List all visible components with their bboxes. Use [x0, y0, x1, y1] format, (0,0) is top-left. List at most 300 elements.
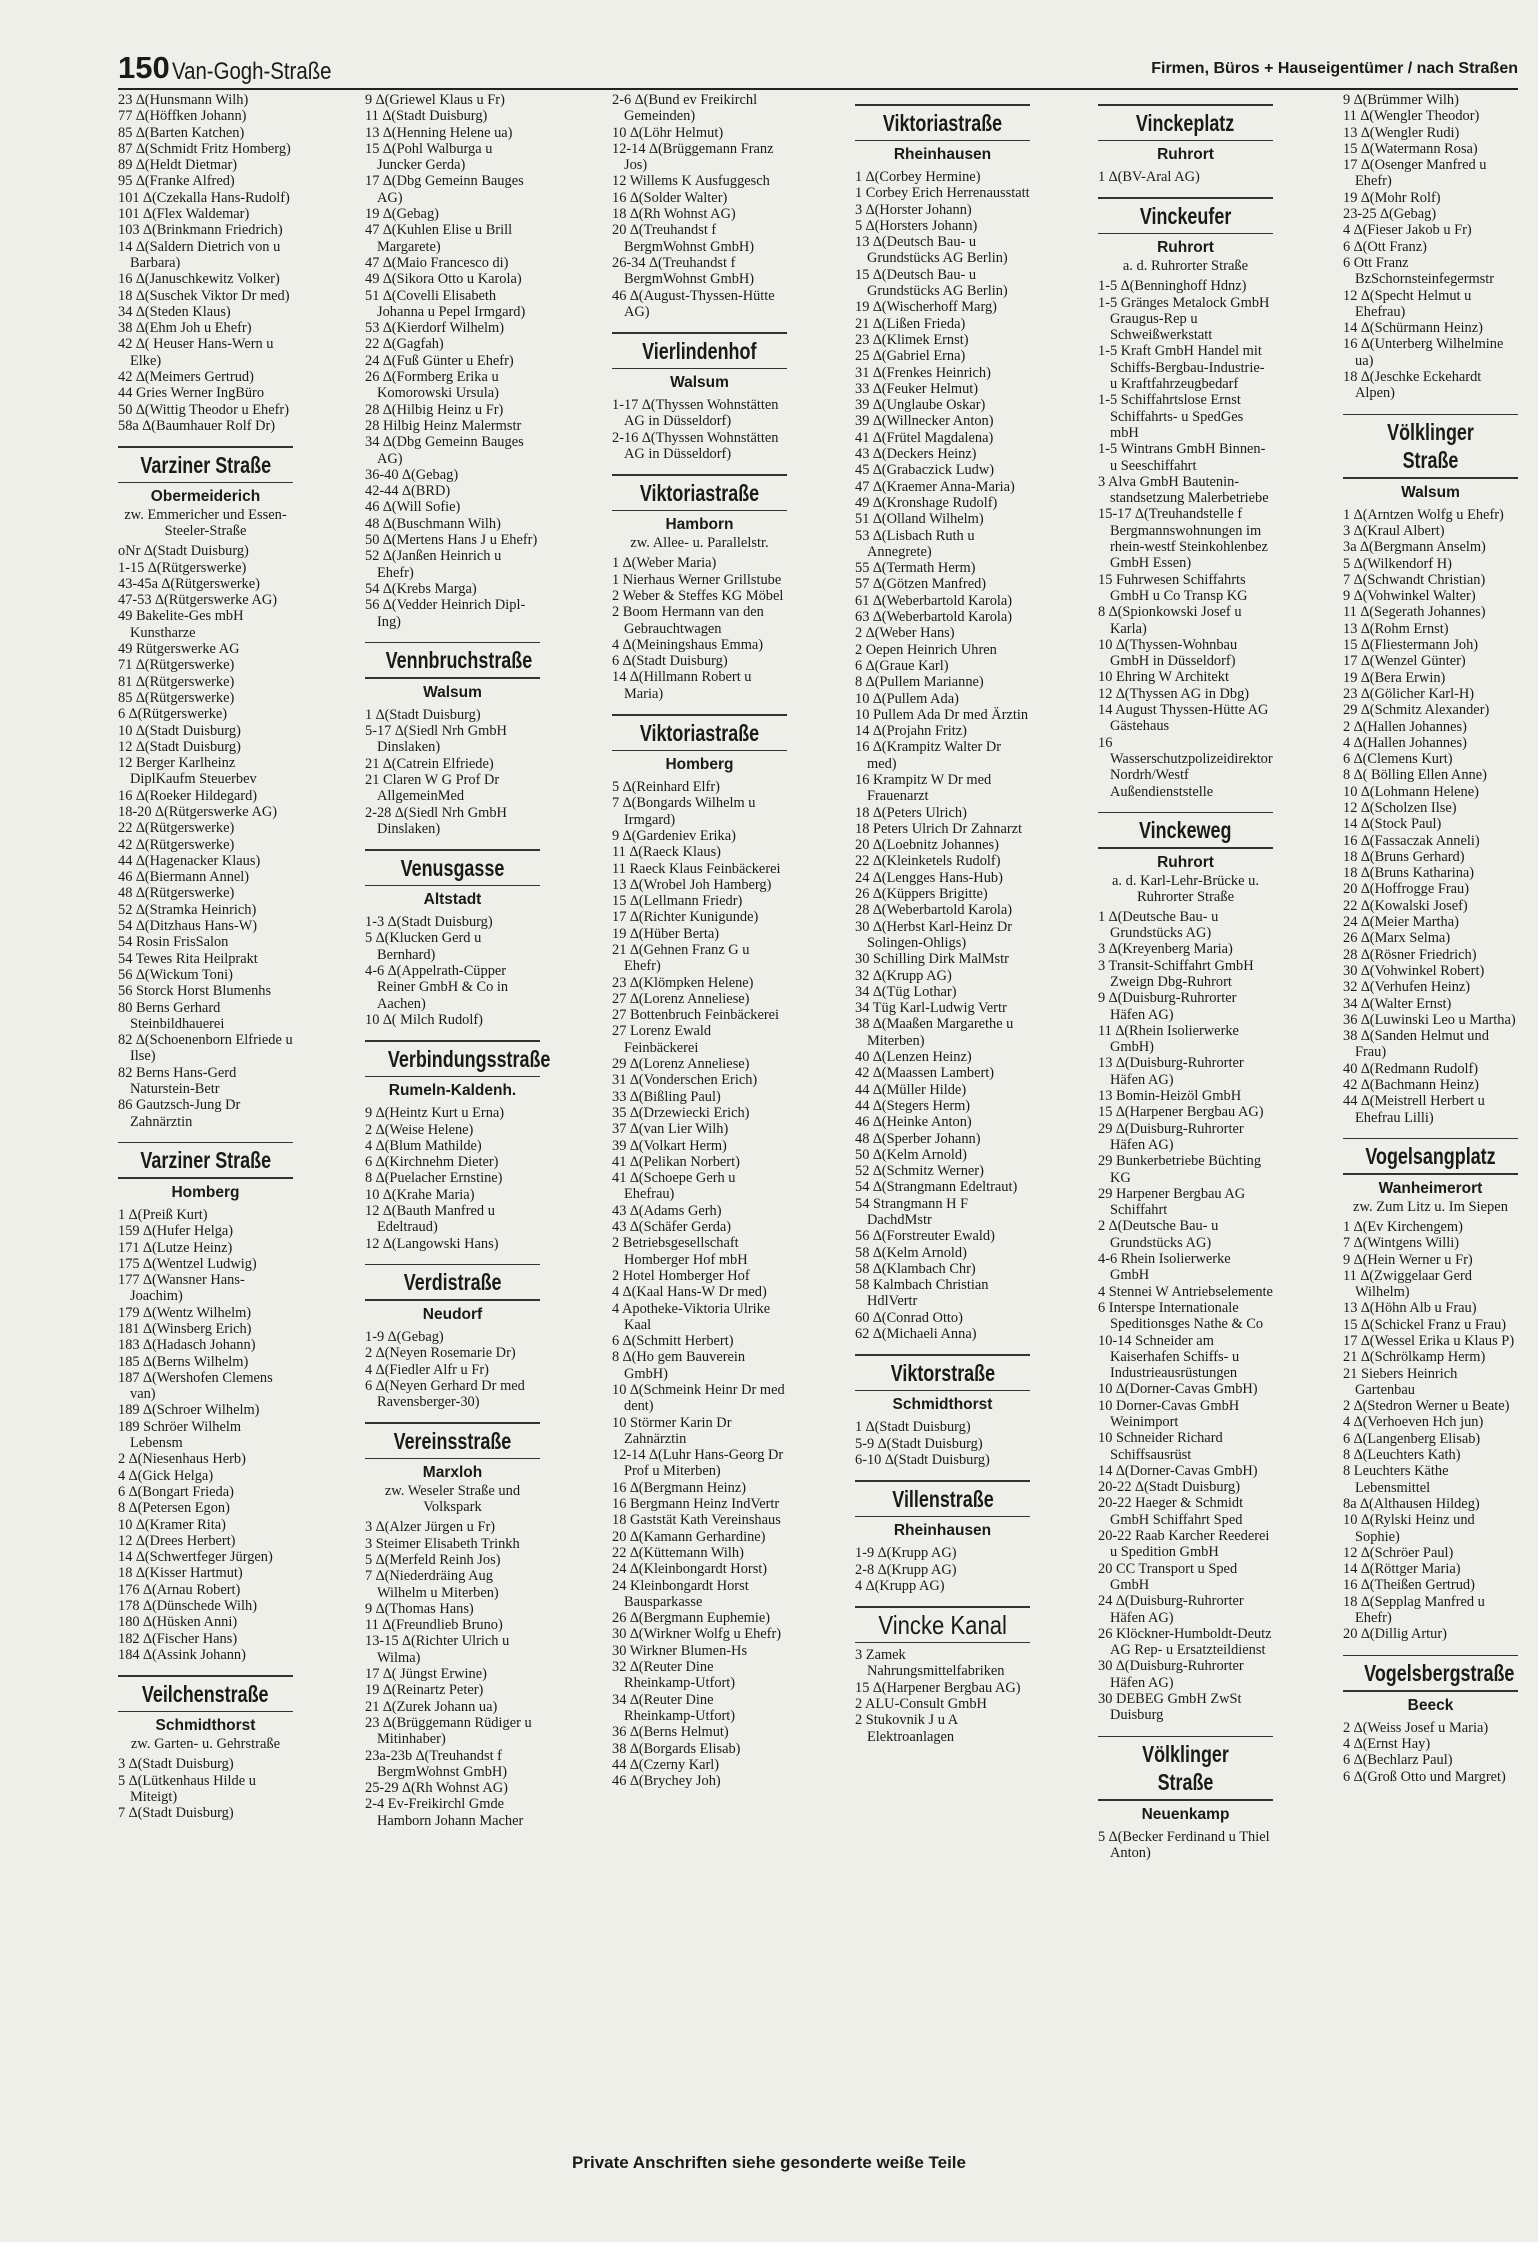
directory-entry: 60 ∆(Conrad Otto) [855, 1309, 963, 1326]
directory-entry: 18 ∆(Peters Ulrich) [855, 804, 967, 821]
directory-entry: 10 ∆(Lohmann Helene) [1343, 783, 1479, 800]
directory-entry: 26-34 ∆(Treuhandst f BergmWohnst GmbH) [612, 254, 755, 288]
directory-entry: 1-3 ∆(Stadt Duisburg) [365, 914, 493, 931]
directory-entry: 28 ∆(Rösner Friedrich) [1343, 946, 1477, 963]
directory-entry: 4 ∆(Krupp AG) [855, 1577, 945, 1594]
directory-entry: 23a-23b ∆(Treuhandst f BergmWohnst GmbH) [365, 1747, 508, 1780]
directory-entry: 1 ∆(Stadt Duisburg) [855, 1419, 971, 1436]
directory-entry: 42 ∆( Heuser Hans-Wern u Elke) [118, 336, 274, 369]
heading-rule-bottom [365, 1458, 540, 1460]
directory-entry: 46 ∆(Will Sofie) [365, 499, 461, 516]
heading-rule-bottom [855, 1516, 1030, 1518]
directory-entry: 39 ∆(Volkart Herm) [612, 1137, 727, 1154]
directory-entry: 30 ∆(Wirkner Wolfg u Ehefr) [612, 1626, 782, 1643]
directory-entry: 57 ∆(Götzen Manfred) [855, 576, 987, 593]
directory-entry: 11 ∆(Raeck Klaus) [612, 844, 721, 861]
district-name: Hamborn [665, 516, 734, 534]
directory-entry: 21 ∆(Lißen Frieda) [855, 315, 966, 332]
directory-entry: 18 ∆(Bruns Gerhard) [1343, 848, 1465, 865]
directory-entry: 54 Tewes Rita Heilprakt [118, 950, 258, 967]
directory-entry: 38 ∆(Borgards Elisab) [612, 1740, 741, 1757]
directory-entry: 43-45a ∆(Rütgerswerke) [118, 575, 260, 592]
street-name: Verbindungsstraße [387, 1045, 551, 1072]
street-heading [365, 1422, 540, 1515]
directory-entry: 2 Hotel Homberger Hof [612, 1267, 750, 1284]
directory-entry: 13 ∆(Duisburg-Ruhrorter Häfen AG) [1098, 1055, 1244, 1088]
heading-rule-top [1098, 104, 1273, 106]
directory-entry: 50 ∆(Kelm Arnold) [855, 1146, 967, 1163]
heading-rule-top [365, 642, 540, 644]
directory-entry: 29 ∆(Schmitz Alexander) [1343, 702, 1490, 719]
street-section-note: zw. Weseler Straße und Volkspark [384, 1483, 521, 1516]
directory-entry: 22 ∆(Kleinketels Rudolf) [855, 853, 1001, 870]
directory-entry: 12 ∆(Stadt Duisburg) [118, 738, 241, 755]
page-header [118, 50, 1518, 90]
directory-entry: 4 Apotheke-Viktoria Ulrike Kaal [612, 1300, 771, 1333]
directory-entry: 1 Nierhaus Werner Grillstube [612, 571, 782, 588]
directory-entry: 61 ∆(Weberbartold Karola) [855, 592, 1013, 609]
directory-entry: 18 Gaststät Kath Vereinshaus [612, 1512, 781, 1529]
directory-entry: 4 ∆(Gick Helga) [118, 1467, 214, 1484]
directory-entry: 15-17 ∆(Treuhandstelle f Bergmannswohnungen im rhein-westf Steinkohlenbez GmbH Essen) [1098, 506, 1268, 572]
directory-entry: 40 ∆(Lenzen Heinz) [855, 1049, 972, 1066]
heading-rule-bottom [118, 1177, 293, 1179]
directory-entry: 4 ∆(Kaal Hans-W Dr med) [612, 1284, 767, 1301]
directory-entry: 9 ∆(Heintz Kurt u Erna) [365, 1105, 505, 1122]
directory-entry: 10 Störmer Karin Dr Zahnärztin [612, 1414, 732, 1447]
heading-rule-bottom [365, 1076, 540, 1078]
district-name: Ruhrort [1157, 853, 1214, 871]
directory-entry: 24 ∆(Fuß Günter u Ehefr) [365, 352, 514, 369]
directory-entry: 47 ∆(Kraemer Anna-Maria) [855, 478, 1015, 495]
directory-entry: 20 ∆(Dillig Artur) [1343, 1626, 1447, 1643]
directory-entry: 10 Ehring W Architekt [1098, 669, 1229, 686]
directory-entry: 4 ∆(Hallen Johannes) [1343, 734, 1467, 751]
directory-entry: 6 ∆(Schmitt Herbert) [612, 1333, 734, 1350]
directory-entry: 31 ∆(Frenkes Heinrich) [855, 364, 991, 381]
heading-rule-bottom [855, 140, 1030, 142]
directory-entry: 15 ∆(Harpener Bergbau AG) [1098, 1104, 1264, 1121]
directory-entry: 20-22 ∆(Stadt Duisburg) [1098, 1479, 1241, 1496]
district-name: Wanheimerort [1378, 1179, 1483, 1197]
street-name: Vogelsbergstraße [1364, 1660, 1515, 1687]
directory-entry: 7 ∆(Stadt Duisburg) [118, 1805, 234, 1822]
directory-entry: 21 ∆(Catrein Elfriede) [365, 755, 494, 772]
directory-entry: 24 ∆(Meier Martha) [1343, 914, 1459, 931]
district-name: Beeck [1407, 1696, 1454, 1714]
directory-entry: 4 ∆(Fieser Jakob u Fr) [1343, 222, 1472, 239]
directory-entry: 6 ∆(Stadt Duisburg) [612, 653, 728, 670]
directory-entry: 43 ∆(Schäfer Gerda) [612, 1219, 732, 1236]
directory-entry: 8 ∆(Puelacher Ernstine) [365, 1170, 503, 1187]
directory-entry: 4 ∆(Ernst Hay) [1343, 1735, 1431, 1752]
directory-entry: 89 ∆(Heldt Dietmar) [118, 157, 238, 174]
directory-entry: 36 ∆(Berns Helmut) [612, 1724, 729, 1741]
directory-entry: 6 ∆(Bechlarz Paul) [1343, 1752, 1453, 1769]
directory-entry: 52 ∆(Janßen Heinrich u Ehefr) [365, 548, 502, 581]
directory-entry: 50 ∆(Wittig Theodor u Ehefr) [118, 401, 290, 418]
directory-entry: 7 ∆(Schwandt Christian) [1343, 571, 1486, 588]
directory-entry: 8 ∆(Leuchters Kath) [1343, 1447, 1461, 1464]
directory-entry: 9 ∆(Duisburg-Ruhrorter Häfen AG) [1098, 990, 1237, 1023]
directory-entry: 48 ∆(Rütgerswerke) [118, 885, 235, 902]
footer-note: Private Anschriften siehe gesonderte weiße Teile [572, 2153, 966, 2172]
directory-entry: 50 ∆(Mertens Hans J u Ehefr) [365, 532, 538, 549]
heading-rule-bottom [118, 482, 293, 484]
street-section-note: a. d. Ruhrorter Straße [1122, 258, 1249, 275]
directory-entry: 38 ∆(Sanden Helmut und Frau) [1343, 1028, 1489, 1061]
directory-entry: 5-17 ∆(Siedl Nrh GmbH Dinslaken) [365, 723, 507, 756]
directory-entry: 38 ∆(Ehm Joh u Ehefr) [118, 320, 252, 337]
street-heading [1343, 1138, 1518, 1215]
heading-rule-bottom [365, 1299, 540, 1301]
district-name: Schmidthorst [155, 1717, 256, 1735]
directory-entry: 42 ∆(Maassen Lambert) [855, 1065, 995, 1082]
directory-entry: 1 ∆(BV-Aral AG) [1098, 169, 1200, 185]
street-heading [855, 104, 1030, 165]
directory-entry: 2 ∆(Deutsche Bau- u Grundstücks AG) [1098, 1218, 1219, 1251]
directory-entry: 14 ∆(Projahn Fritz) [855, 723, 967, 740]
street-heading [118, 1675, 293, 1752]
directory-entry: 12-14 ∆(Luhr Hans-Georg Dr Prof u Miterben) [612, 1447, 784, 1480]
directory-entry: 5 ∆(Merfeld Reinh Jos) [365, 1552, 501, 1568]
heading-rule-bottom [1098, 233, 1273, 235]
directory-entry: 41 ∆(Frütel Magdalena) [855, 429, 994, 446]
directory-entry: 14 ∆(Röttger Maria) [1343, 1561, 1461, 1578]
directory-entry: 4-6 Rhein Isolierwerke GmbH [1098, 1251, 1231, 1284]
directory-entry: 187 ∆(Wershofen Clemens van) [118, 1369, 273, 1403]
directory-entry: 54 ∆(Strangmann Edeltraut) [855, 1179, 1018, 1196]
directory-entry: 32 ∆(Krupp AG) [855, 967, 952, 984]
heading-rule-top [118, 446, 293, 448]
directory-entry: 2 ∆(Hallen Johannes) [1343, 718, 1467, 735]
directory-entry: 189 ∆(Schroer Wilhelm) [118, 1402, 260, 1419]
directory-entry: 182 ∆(Fischer Hans) [118, 1630, 238, 1647]
directory-entry: 56 Storck Horst Blumenhs [118, 983, 272, 1000]
directory-column [118, 92, 293, 1821]
directory-entry: 5 ∆(Horsters Johann) [855, 217, 978, 234]
heading-rule-bottom [1343, 1690, 1518, 1692]
street-heading [612, 332, 787, 393]
directory-entry: 25-29 ∆(Rh Wohnst AG) [365, 1780, 508, 1797]
street-name: Vinckeplatz [1136, 109, 1235, 136]
directory-entry: 26 ∆(Küppers Brigitte) [855, 886, 988, 903]
directory-entry: 4-6 ∆(Appelrath-Cüpper Reiner GmbH & Co in Aachen) [365, 963, 509, 1012]
directory-entry: 24 ∆(Lengges Hans-Hub) [855, 869, 1003, 886]
directory-entry: 44 Gries Werner IngBüro [118, 385, 265, 402]
directory-entry: 53 ∆(Lisbach Ruth u Annegrete) [855, 527, 975, 560]
directory-entry: 20 ∆(Loebnitz Johannes) [855, 837, 999, 854]
district-name: Walsum [1401, 483, 1460, 501]
directory-entry: 181 ∆(Winsberg Erich) [118, 1321, 252, 1337]
street-name: Vinckeweg [1139, 817, 1232, 844]
directory-entry: 29 Harpener Bergbau AG Schiffahrt [1098, 1185, 1246, 1219]
street-section-note: a. d. Karl-Lehr-Brücke u. Ruhrorter Straße [1111, 872, 1260, 905]
street-name: Viktoriastraße [639, 479, 760, 506]
directory-entry: 5 ∆(Becker Ferdinand u Thiel Anton) [1098, 1828, 1270, 1861]
directory-entry: 29 Bunkerbetriebe Büchting KG [1098, 1153, 1262, 1186]
heading-rule-top [1098, 1736, 1273, 1738]
street-heading [118, 1142, 293, 1203]
street-heading [365, 849, 540, 910]
heading-rule-top [365, 1040, 540, 1042]
directory-entry: 14 ∆(Saldern Dietrich von u Barbara) [118, 238, 281, 271]
district-name: Walsum [423, 683, 482, 701]
street-heading [1098, 812, 1273, 905]
directory-entry: 6 ∆(Rütgerswerke) [118, 706, 228, 723]
directory-entry: 30 DEBEG GmbH ZwSt Duisburg [1098, 1691, 1242, 1724]
district-name: Obermeiderich [150, 488, 261, 506]
heading-rule-bottom [855, 1390, 1030, 1392]
directory-entry: 103 ∆(Brinkmann Friedrich) [118, 222, 283, 239]
directory-entry: 30 ∆(Vohwinkel Robert) [1343, 962, 1485, 979]
heading-rule-bottom [612, 750, 787, 752]
directory-entry: 17 ∆(Dbg Gemeinn Bauges AG) [365, 173, 524, 206]
heading-rule-top [1098, 197, 1273, 199]
directory-entry: oNr ∆(Stadt Duisburg) [118, 543, 249, 560]
directory-entry: 13 ∆(Wrobel Joh Hamberg) [612, 876, 772, 893]
directory-entry: 1 ∆(Corbey Hermine) [855, 169, 981, 185]
directory-entry: 54 ∆(Ditzhaus Hans-W) [118, 918, 258, 935]
street-heading [1098, 104, 1273, 165]
directory-entry: 80 Berns Gerhard Steinbildhauerei [118, 999, 225, 1032]
directory-entry: 42 ∆(Rütgerswerke) [118, 836, 235, 853]
directory-entry: 9 ∆(Hein Werner u Fr) [1343, 1251, 1473, 1268]
directory-entry: 15 ∆(Fliestermann Joh) [1343, 637, 1479, 654]
directory-entry: 10 Schneider Richard Schiffsausrüst [1098, 1430, 1223, 1463]
directory-entry: 185 ∆(Berns Wilhelm) [118, 1353, 249, 1370]
directory-entry: 6 ∆(Langenberg Elisab) [1343, 1430, 1481, 1447]
directory-entry: 27 Lorenz Ewald Feinbäckerei [612, 1023, 712, 1056]
directory-entry: 4 ∆(Verhoeven Hch jun) [1343, 1414, 1484, 1431]
directory-entry: 14 ∆(Schürmann Heinz) [1343, 320, 1483, 337]
directory-entry: 18 ∆(Rh Wohnst AG) [612, 206, 736, 223]
directory-entry: 1 ∆(Weber Maria) [612, 555, 717, 572]
street-heading [1098, 197, 1273, 274]
heading-rule-bottom [1098, 140, 1273, 142]
directory-entry: 6 ∆(Ott Franz) [1343, 238, 1427, 255]
directory-entry: 34 ∆(Tüg Lothar) [855, 983, 957, 1000]
header-rule [118, 88, 1518, 90]
directory-entry: 58 ∆(Klambach Chr) [855, 1260, 976, 1277]
directory-entry: 15 ∆(Watermann Rosa) [1343, 140, 1478, 157]
directory-entry: 30 ∆(Duisburg-Ruhrorter Häfen AG) [1098, 1658, 1244, 1691]
directory-entry: 44 ∆(Hagenacker Klaus) [118, 852, 261, 869]
directory-entry: 11 ∆(Rhein Isolierwerke GmbH) [1098, 1022, 1239, 1056]
directory-entry: 22 ∆(Küttemann Wilh) [612, 1544, 744, 1561]
directory-entry: 23 ∆(Gölicher Karl-H) [1343, 685, 1475, 702]
directory-entry: 6 ∆(Graue Karl) [855, 657, 949, 674]
directory-entry: 29 ∆(Lorenz Anneliese) [612, 1056, 750, 1073]
directory-entry: 26 ∆(Marx Selma) [1343, 930, 1451, 947]
directory-entry: 176 ∆(Arnau Robert) [118, 1581, 241, 1598]
heading-rule-top [612, 474, 787, 476]
directory-entry: 34 Tüg Karl-Ludwig Vertr [855, 1000, 1007, 1017]
directory-entry: 34 ∆(Steden Klaus) [118, 303, 231, 320]
street-heading [118, 446, 293, 539]
directory-entry: 32 ∆(Reuter Dine Rheinkamp-Utfort) [612, 1659, 736, 1692]
directory-entry: 46 ∆(Brychey Joh) [612, 1773, 721, 1790]
directory-entry: 24 ∆(Kleinbongardt Horst) [612, 1561, 768, 1578]
heading-rule-top [855, 1480, 1030, 1482]
heading-rule-top [1098, 812, 1273, 814]
directory-entry: 85 ∆(Barten Katchen) [118, 124, 245, 141]
directory-entry: 51 ∆(Covelli Elisabeth Johanna u Pepel Irmgard) [365, 287, 526, 320]
heading-rule-top [612, 332, 787, 334]
directory-entry: 19 ∆(Reinartz Peter) [365, 1682, 484, 1699]
directory-entry: 2 Stukovnik J u A Elektroanlagen [855, 1712, 958, 1745]
directory-entry: 95 ∆(Franke Alfred) [118, 173, 235, 190]
directory-entry: 22 ∆(Rütgerswerke) [118, 820, 235, 837]
directory-entry: 26 ∆(Formberg Erika u Komorowski Ursula) [365, 369, 499, 402]
directory-entry: 183 ∆(Hadasch Johann) [118, 1337, 256, 1354]
directory-entry: 21 ∆(Gehnen Franz G u Ehefr) [612, 941, 750, 975]
directory-entry: 12 ∆(Drees Herbert) [118, 1532, 236, 1549]
directory-entry: 2 Betriebsgesellschaft Homberger Hof mbH [612, 1235, 748, 1268]
district-name: Rheinhausen [893, 146, 992, 163]
directory-entry: 101 ∆(Czekalla Hans-Rudolf) [118, 189, 290, 206]
directory-entry: 4 ∆(Blum Mathilde) [365, 1137, 482, 1154]
street-name: Varziner Straße [140, 451, 271, 478]
directory-entry: 48 ∆(Sperber Johann) [855, 1130, 981, 1147]
section-title: Firmen, Büros + Hauseigentümer / nach Straßen [1151, 60, 1518, 77]
directory-entry: 1-5 Schiffahrtslose Ernst Schiffahrts- u SpedGes mbH [1098, 392, 1244, 441]
directory-entry: 14 ∆(Schwertfeger Jürgen) [118, 1549, 273, 1566]
directory-entry: 1 ∆(Arntzen Wolfg u Ehefr) [1343, 506, 1504, 523]
directory-entry: 19 ∆(Mohr Rolf) [1343, 189, 1441, 206]
directory-entry: 82 ∆(Schoenenborn Elfriede u Ilse) [118, 1032, 293, 1065]
directory-entry: 10 ∆(Schmeink Heinr Dr med dent) [612, 1382, 785, 1415]
directory-entry: 11 ∆(Freundlieb Bruno) [365, 1617, 503, 1634]
directory-entry: 19 ∆(Gebag) [365, 206, 439, 223]
directory-entry: 26 Klöckner-Humboldt-Deutz AG Rep- u Ersatzteildienst [1098, 1625, 1272, 1659]
directory-entry: 7 ∆(Bongards Wilhelm u Irmgard) [612, 795, 756, 828]
directory-entry: 15 ∆(Lellmann Friedr) [612, 893, 743, 910]
directory-entry: 175 ∆(Wentzel Ludwig) [118, 1255, 257, 1272]
heading-rule-top [855, 104, 1030, 106]
directory-entry: 14 ∆(Hillmann Robert u Maria) [612, 669, 752, 702]
district-name: Homberg [665, 756, 734, 774]
directory-entry: 101 ∆(Flex Waldemar) [118, 206, 250, 223]
directory-entry: 63 ∆(Weberbartold Karola) [855, 609, 1013, 626]
district-name: Rumeln-Kaldenh. [388, 1082, 517, 1100]
directory-entry: 16 ∆(Januschkewitz Volker) [118, 271, 280, 288]
directory-entry: 12 Berger Karlheinz DiplKaufm Steuerbev [118, 755, 257, 788]
directory-entry: 4 ∆(Meiningshaus Emma) [612, 636, 764, 653]
directory-entry: 55 ∆(Termath Herm) [855, 560, 976, 577]
directory-entry: 3 ∆(Kreyenberg Maria) [1098, 941, 1233, 958]
directory-entry: 18-20 ∆(Rütgerswerke AG) [118, 803, 278, 820]
directory-entry: 56 ∆(Wickum Toni) [118, 966, 233, 983]
directory-entry: 10 ∆( Milch Rudolf) [365, 1011, 483, 1028]
directory-entry: 18 Peters Ulrich Dr Zahnarzt [855, 820, 1023, 837]
directory-entry: 12 ∆(Bauth Manfred u Edeltraud) [365, 1203, 495, 1236]
directory-entry: 33 ∆(Feuker Helmut) [855, 380, 979, 397]
directory-entry: 5 ∆(Lütkenhaus Hilde u Miteigt) [118, 1772, 256, 1805]
directory-entry: 87 ∆(Schmidt Fritz Homberg) [118, 140, 291, 157]
directory-entry: 1-5 Gränges Metalock GmbH Graugus-Rep u Schweißwerkstatt [1098, 294, 1270, 344]
directory-entry: 1-15 ∆(Rütgerswerke) [118, 559, 247, 576]
street-name: Veilchenstraße [142, 1680, 269, 1707]
directory-entry: 36-40 ∆(Gebag) [365, 466, 459, 483]
directory-entry: 10 ∆(Rylski Heinz und Sophie) [1343, 1512, 1475, 1545]
directory-entry: 44 ∆(Czerny Karl) [612, 1756, 720, 1773]
district-name: Neudorf [422, 1305, 483, 1323]
heading-rule-bottom [365, 885, 540, 887]
directory-entry: 31 ∆(Vonderschen Erich) [612, 1072, 758, 1089]
directory-column [855, 92, 1030, 1745]
street-name: Viktorstraße [890, 1359, 995, 1386]
directory-entry: 34 ∆(Dbg Gemeinn Bauges AG) [365, 434, 524, 467]
street-name: Vinckeufer [1139, 202, 1232, 229]
directory-entry: 49 ∆(Sikora Otto u Karola) [365, 271, 522, 288]
directory-entry: 17 ∆(Osenger Manfred u Ehefr) [1343, 157, 1487, 190]
directory-entry: 189 Schröer Wilhelm Lebensm [118, 1418, 242, 1452]
directory-entry: 28 ∆(Hilbig Heinz u Fr) [365, 401, 504, 418]
directory-entry: 16 ∆(Solder Walter) [612, 189, 728, 206]
directory-entry: 179 ∆(Wentz Wilhelm) [118, 1304, 252, 1321]
district-name: Ruhrort [1157, 239, 1214, 257]
directory-entry: 2 Weber & Steffes KG Möbel [612, 587, 784, 604]
directory-entry: 1 ∆(Deutsche Bau- u Grundstücks AG) [1098, 908, 1219, 942]
running-street-title: Van-Gogh-Straße [172, 58, 332, 85]
street-heading [1343, 414, 1518, 503]
directory-entry: 17 ∆( Jüngst Erwine) [365, 1666, 487, 1683]
district-name: Rheinhausen [893, 1522, 992, 1540]
directory-entry: 40 ∆(Redmann Rudolf) [1343, 1060, 1479, 1077]
heading-rule-bottom [612, 368, 787, 370]
directory-entry: 4 ∆(Fiedler Alfr u Fr) [365, 1361, 489, 1378]
directory-entry: 5-9 ∆(Stadt Duisburg) [855, 1435, 983, 1452]
directory-entry: 2-8 ∆(Krupp AG) [855, 1561, 957, 1578]
street-heading [1343, 1655, 1518, 1716]
directory-entry: 2 ∆(Neyen Rosemarie Dr) [365, 1345, 516, 1362]
heading-rule-bottom [612, 510, 787, 512]
directory-entry: 1 ∆(Stadt Duisburg) [365, 706, 481, 723]
directory-entry: 1-5 ∆(Benninghoff Hdnz) [1098, 278, 1247, 295]
street-name: Vereinsstraße [393, 1427, 512, 1454]
directory-entry: 6 Interspe Internationale Speditionsges Nathe & Co [1098, 1299, 1264, 1333]
directory-entry: 19 ∆(Hüber Berta) [612, 925, 720, 942]
street-section-note: zw. Zum Litz u. Im Siepen [1353, 1198, 1508, 1215]
directory-entry: 16 ∆(Bergmann Heinz) [612, 1479, 747, 1496]
directory-entry: 20 CC Transport u Sped GmbH [1098, 1560, 1238, 1593]
street-heading [1098, 1736, 1273, 1825]
directory-entry: 3 ∆(Kraul Albert) [1343, 522, 1445, 539]
directory-entry: 58 Kalmbach Christian HdlVertr [855, 1277, 989, 1310]
directory-entry: 17 ∆(Richter Kunigunde) [612, 909, 759, 926]
directory-entry: 46 ∆(August-Thyssen-Hütte AG) [612, 287, 775, 320]
heading-rule-top [855, 1354, 1030, 1356]
directory-entry: 4 Stennei W Antriebselemente [1098, 1283, 1273, 1300]
directory-entry: 2 ∆(Weiss Josef u Maria) [1343, 1719, 1489, 1736]
heading-rule-top [365, 1264, 540, 1266]
directory-entry: 1 ∆(Preiß Kurt) [118, 1206, 208, 1223]
heading-rule-bottom [1098, 1799, 1273, 1801]
directory-entry: 10 Dorner-Cavas GmbH Weinimport [1098, 1397, 1240, 1430]
directory-entry: 71 ∆(Rütgerswerke) [118, 657, 235, 674]
directory-entry: 35 ∆(Drzewiecki Erich) [612, 1104, 750, 1121]
street-name: Villenstraße [891, 1485, 994, 1512]
directory-entry: 13 ∆(Rohm Ernst) [1343, 620, 1449, 637]
directory-entry: 8 ∆(Ho gem Bauverein GmbH) [612, 1349, 746, 1382]
directory-entry: 10 Pullem Ada Dr med Ärztin [855, 706, 1029, 723]
directory-entry: 24 Kleinbongardt Horst Bausparkasse [612, 1577, 749, 1610]
directory-entry: 47 ∆(Kuhlen Elise u Brill Margarete) [365, 222, 513, 255]
directory-entry: 28 ∆(Weberbartold Karola) [855, 902, 1013, 919]
directory-entry: 82 Berns Hans-Gerd Naturstein-Betr [118, 1064, 237, 1098]
street-section-note: zw. Emmericher und Essen-Steeler-Straße [124, 507, 287, 540]
